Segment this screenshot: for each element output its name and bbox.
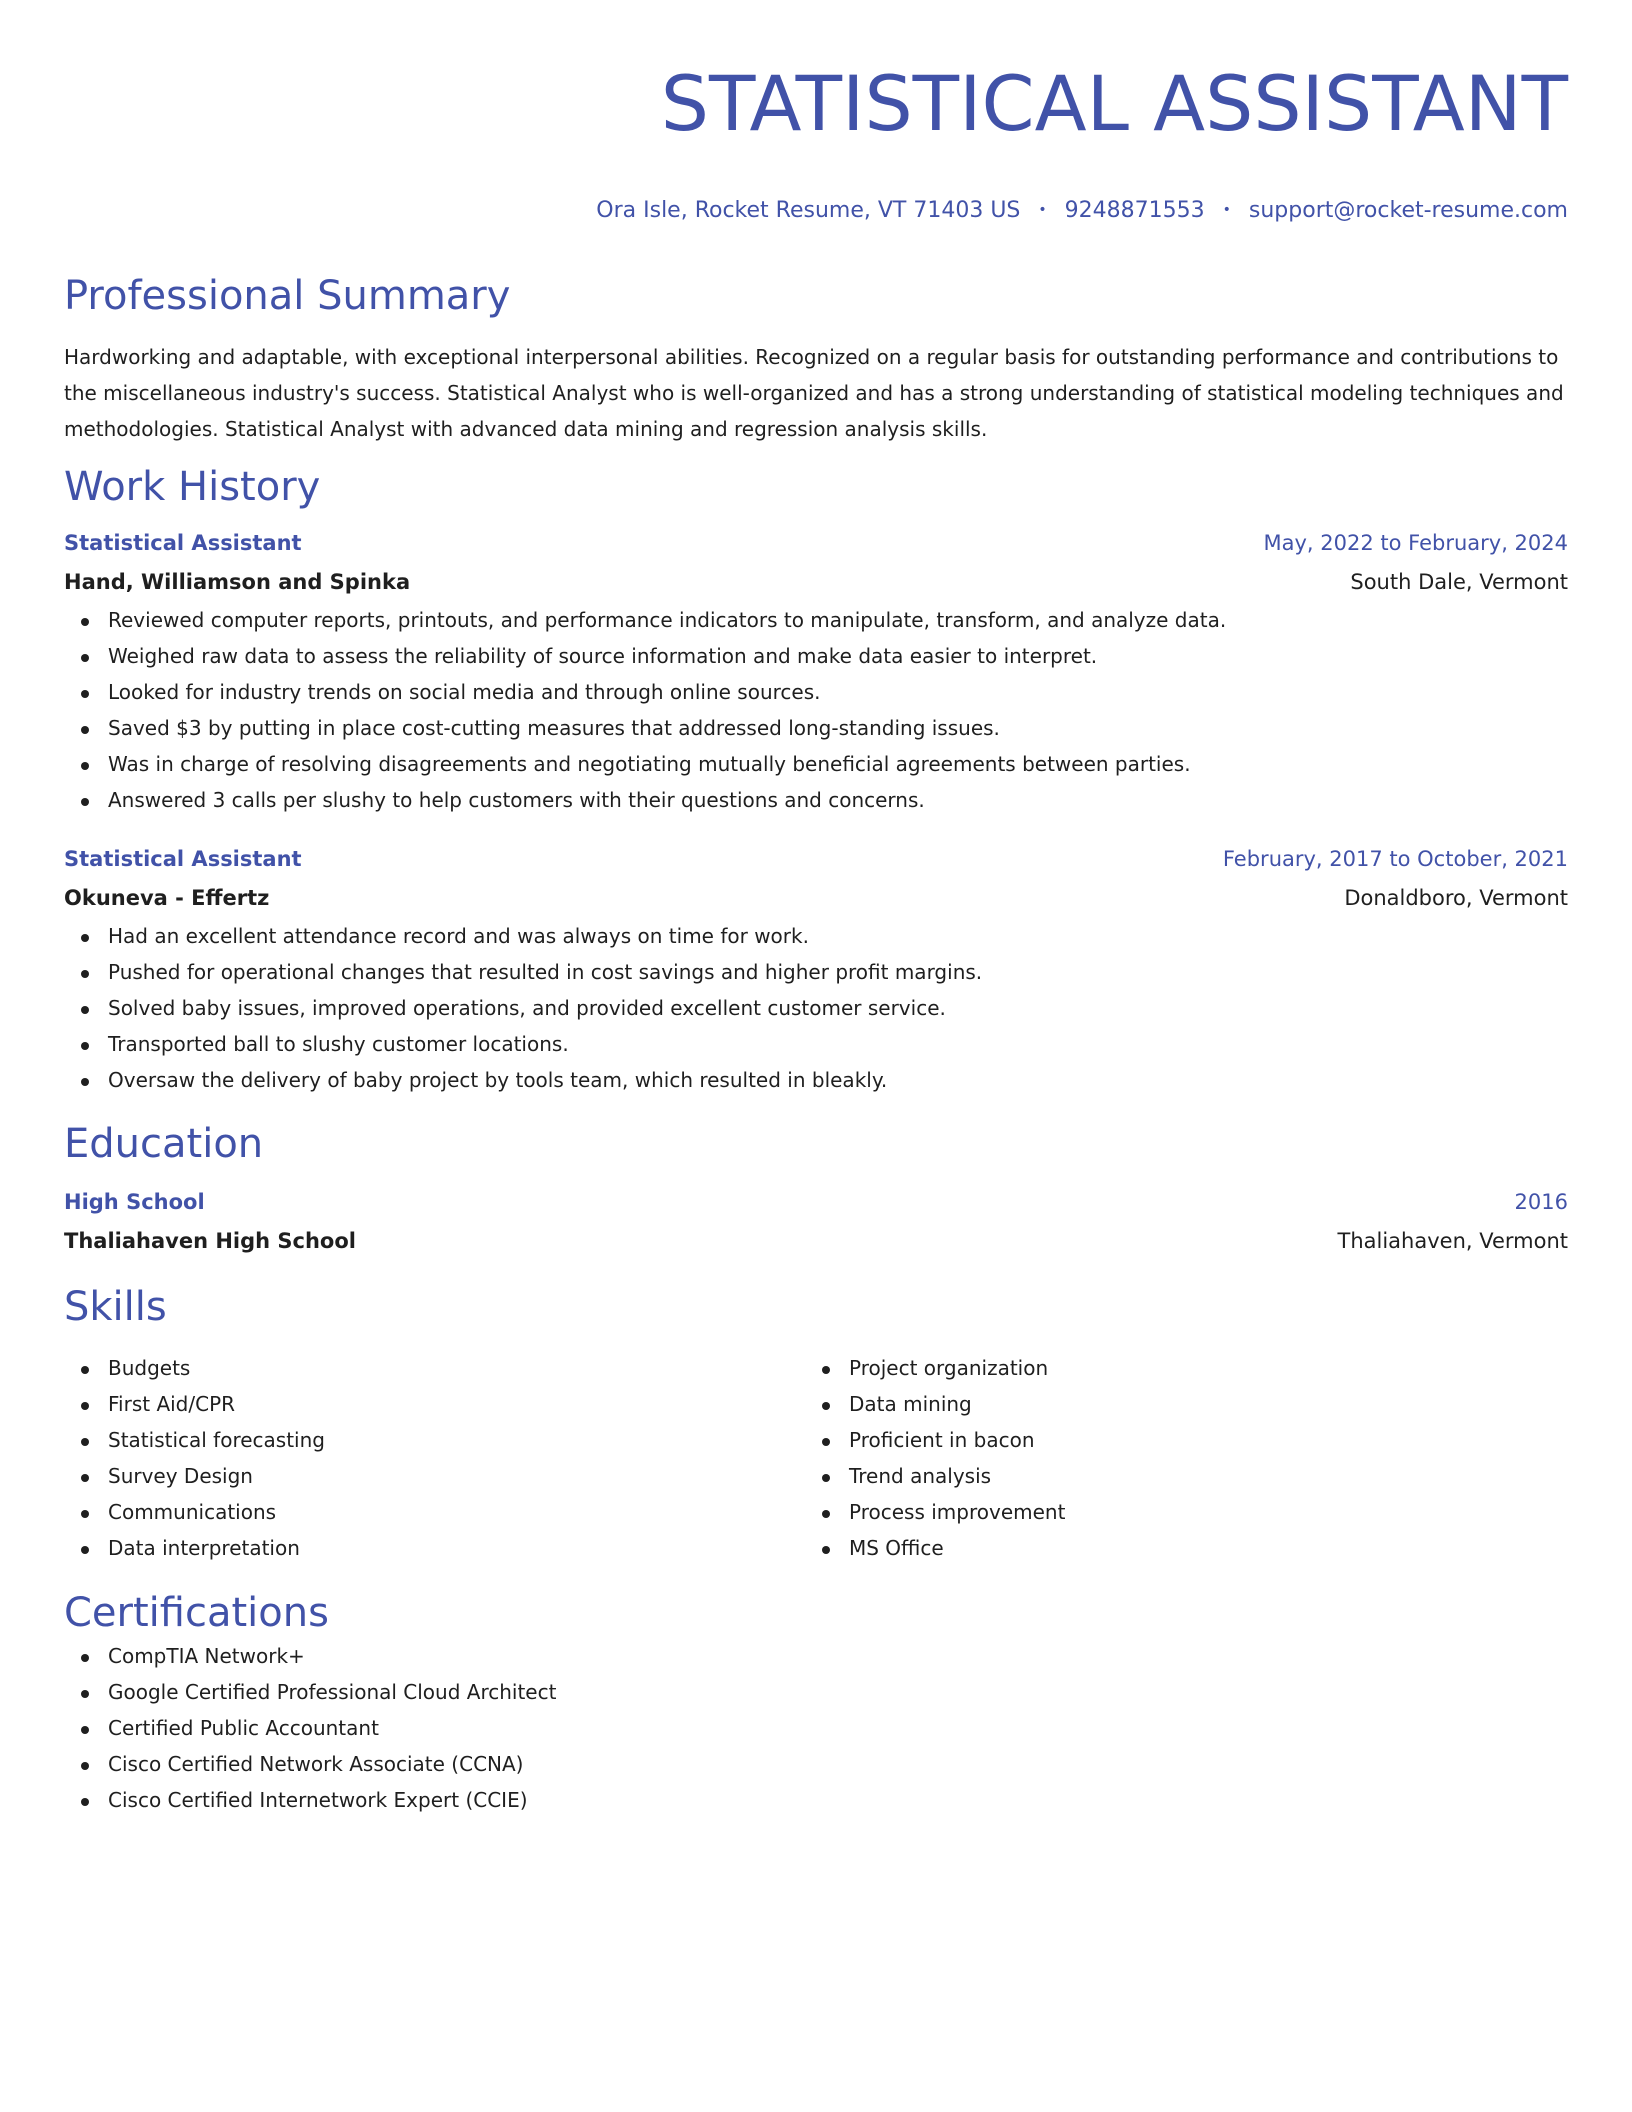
skills-section: [64, 1282, 1568, 1566]
contact-address: Ora Isle, Rocket Resume, VT 71403 US: [596, 198, 1021, 223]
certifications-list: [64, 1638, 1568, 1818]
skill-item: Communications: [64, 1494, 805, 1530]
job-bullet: Transported ball to slushy customer locations.: [64, 1026, 1568, 1062]
skill-item: Process improvement: [805, 1494, 1546, 1530]
skill-item: Trend analysis: [805, 1458, 1546, 1494]
job-entry: [64, 524, 1568, 818]
work-history-heading: Work History: [64, 464, 321, 510]
contact-line: [64, 195, 1568, 226]
skills-column-right: [805, 1350, 1546, 1566]
skill-item: Project organization: [805, 1350, 1546, 1386]
certification-item: CompTIA Network+: [64, 1638, 1568, 1674]
education-school-row: [64, 1221, 1568, 1261]
education-degree: High School: [64, 1190, 205, 1214]
summary-text: Hardworking and adaptable, with exceptional interpersonal abilities. Recognized on a regular basis for outstanding performance and contributions to the miscellaneous industry's success. Statistical Analyst who is well-organized and has a strong understanding of statistical modeling techniques and methodologies. Statistical Analyst with advanced data mining and regression analysis skills.: [64, 345, 1564, 441]
skill-item: MS Office: [805, 1530, 1546, 1566]
job-header-row: [64, 524, 1568, 562]
job-bullet: Reviewed computer reports, printouts, and performance indicators to manipulate, transform, and analyze data.: [64, 602, 1568, 638]
contact-phone[interactable]: 9248871553: [1064, 198, 1205, 223]
job-dates: May, 2022 to February, 2024: [1263, 531, 1568, 555]
education-section: [64, 1119, 1568, 1261]
job-company: Hand, Williamson and Spinka: [64, 570, 411, 594]
education-year: 2016: [1514, 1190, 1568, 1214]
job-location: South Dale, Vermont: [1350, 570, 1568, 594]
skill-item: Survey Design: [64, 1458, 805, 1494]
skill-item: Data mining: [805, 1386, 1546, 1422]
job-title: Statistical Assistant: [64, 847, 302, 871]
skill-item: Proficient in bacon: [805, 1422, 1546, 1458]
skill-item: First Aid/CPR: [64, 1386, 805, 1422]
job-entry: [64, 840, 1568, 1098]
certification-item: Google Certified Professional Cloud Architect: [64, 1674, 1568, 1710]
skills-grid: [64, 1350, 1568, 1566]
summary-heading: Professional Summary: [64, 273, 511, 319]
job-header-row: [64, 840, 1568, 878]
job-company-row: [64, 562, 1568, 602]
job-bullet: Oversaw the delivery of baby project by tools team, which resulted in bleakly.: [64, 1062, 1568, 1098]
certifications-section: [64, 1588, 1568, 1818]
job-title: Statistical Assistant: [64, 531, 302, 555]
work-history-section: [64, 462, 1568, 1098]
education-location: Thaliahaven, Vermont: [1337, 1229, 1568, 1253]
job-bullet-list: [64, 918, 1568, 1098]
resume-title: STATISTICAL ASSISTANT: [660, 59, 1568, 148]
certifications-heading: Certifications: [64, 1590, 329, 1636]
skill-item: Data interpretation: [64, 1530, 805, 1566]
skill-item: Budgets: [64, 1350, 805, 1386]
contact-separator: •: [1222, 202, 1231, 218]
certification-item: Cisco Certified Internetwork Expert (CCIE): [64, 1782, 1568, 1818]
skills-column-left: [64, 1350, 805, 1566]
education-school: Thaliahaven High School: [64, 1229, 356, 1253]
job-bullet: Was in charge of resolving disagreements and negotiating mutually beneficial agreements between parties.: [64, 746, 1568, 782]
job-bullet: Saved $3 by putting in place cost-cutting measures that addressed long-standing issues.: [64, 710, 1568, 746]
certification-item: Certified Public Accountant: [64, 1710, 1568, 1746]
education-header-row: [64, 1183, 1568, 1221]
skills-heading: Skills: [64, 1284, 167, 1330]
certification-item: Cisco Certified Network Associate (CCNA): [64, 1746, 1568, 1782]
education-entry: [64, 1183, 1568, 1261]
job-bullet: Answered 3 calls per slushy to help customers with their questions and concerns.: [64, 782, 1568, 818]
job-bullet: Weighed raw data to assess the reliability of source information and make data easier to interpret.: [64, 638, 1568, 674]
job-bullet: Solved baby issues, improved operations, and provided excellent customer service.: [64, 990, 1568, 1026]
job-bullet: Had an excellent attendance record and was always on time for work.: [64, 918, 1568, 954]
job-company-row: [64, 878, 1568, 918]
job-company: Okuneva - Effertz: [64, 886, 270, 910]
contact-separator: •: [1038, 202, 1047, 218]
contact-email[interactable]: support@rocket-resume.com: [1248, 198, 1568, 223]
job-bullet: Pushed for operational changes that resulted in cost savings and higher profit margins.: [64, 954, 1568, 990]
job-bullet: Looked for industry trends on social media and through online sources.: [64, 674, 1568, 710]
job-location: Donaldboro, Vermont: [1344, 886, 1568, 910]
job-bullet-list: [64, 602, 1568, 818]
education-heading: Education: [64, 1121, 264, 1167]
job-dates: February, 2017 to October, 2021: [1222, 847, 1568, 871]
skill-item: Statistical forecasting: [64, 1422, 805, 1458]
summary-section: [64, 271, 1568, 447]
